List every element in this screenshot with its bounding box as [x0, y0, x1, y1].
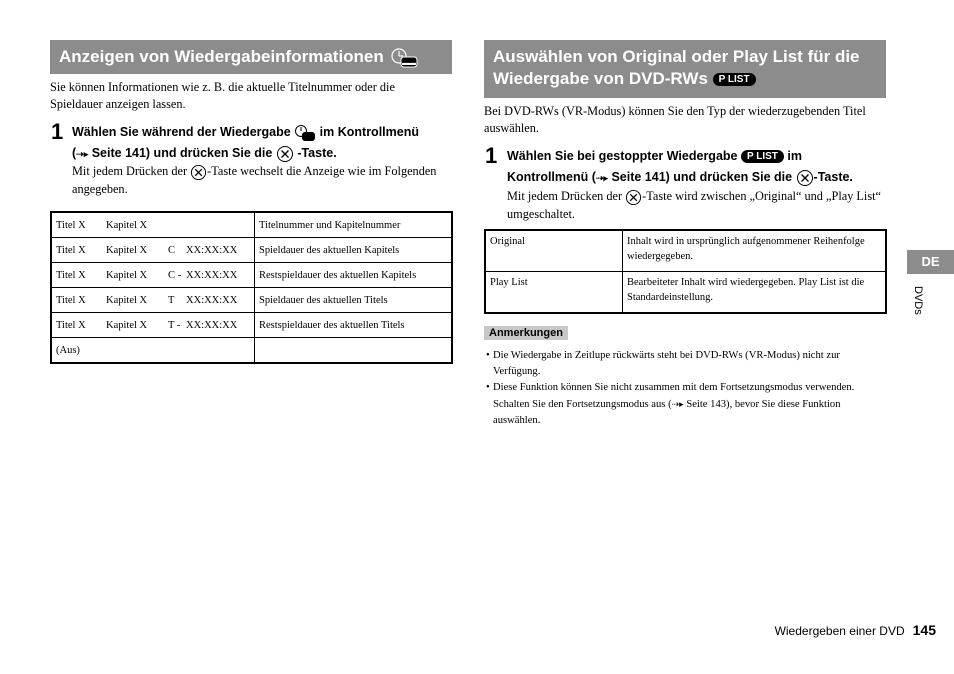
- step-text: Wählen Sie während der Wiedergabe: [72, 125, 291, 139]
- format-part: Kapitel X: [106, 244, 148, 256]
- table-row: [485, 230, 886, 272]
- note-item: • Diese Funktion können Sie nicht zusammen mit dem Fortsetzungsmodus verwenden. Schalten Sie den Fortsetzungsmodus aus (⇢▸ Seite 143), bevor Sie diese Funktion auswählen.: [486, 382, 855, 426]
- format-part: XX:XX:XX: [186, 319, 238, 331]
- table-row: [51, 263, 452, 288]
- cross-button-icon: [190, 164, 207, 181]
- description-cell: [255, 338, 453, 364]
- note-item: • Die Wiedergabe in Zeitlupe rückwärts steht bei DVD-RWs (VR-Modus) nicht zur Verfügung.: [484, 348, 886, 380]
- step-text: Seite 141) und drücken Sie die: [91, 146, 273, 160]
- format-part: T: [168, 294, 175, 306]
- note-text: Seite 143), bevor Sie diese Funktion auswählen.: [493, 399, 841, 426]
- section-tab: DVDs: [912, 286, 924, 315]
- display-format-cell: [51, 238, 255, 263]
- display-format-cell: [51, 313, 255, 338]
- plist-badge-icon: P LIST: [741, 150, 784, 163]
- page-number: 145: [912, 622, 936, 638]
- cross-button-icon: [276, 145, 294, 163]
- note-text: Diese Funktion können Sie nicht zusammen mit dem Fortsetzungsmodus verwenden. Schalten Sie den Fortsetzungsmodus aus (: [493, 382, 855, 410]
- format-part: Titel X: [56, 269, 86, 281]
- body-text: Mit jedem Drücken der: [72, 164, 188, 178]
- step-text: Wählen Sie bei gestoppter Wiedergabe: [507, 149, 738, 163]
- display-format-cell: [51, 288, 255, 313]
- description-cell: Titelnummer und Kapitelnummer: [255, 212, 453, 238]
- step-text: -Taste.: [297, 146, 337, 160]
- cross-button-icon: [796, 169, 814, 187]
- heading-text: Wiedergabe von DVD-RWs: [493, 69, 708, 88]
- plist-badge-icon: P LIST: [713, 73, 756, 86]
- description-cell: Bearbeiteter Inhalt wird wiedergegeben. Play List ist die Standardeinstellung.: [623, 272, 887, 314]
- format-part: Kapitel X: [106, 269, 148, 281]
- format-part: Titel X: [56, 294, 86, 306]
- step-text: Kontrollmenü (: [507, 170, 596, 184]
- format-part: Titel X: [56, 219, 86, 231]
- page-ref-arrow-icon: ⇢▸: [671, 399, 684, 409]
- page-ref-arrow-icon: ⇢▸: [76, 149, 89, 159]
- time-disc-icon: [294, 124, 316, 142]
- mode-name-cell: Play List: [485, 272, 623, 314]
- body-text: Mit jedem Drücken der: [507, 189, 623, 203]
- step-heading-right: [507, 146, 889, 189]
- step-number-left: 1: [51, 119, 64, 144]
- format-part: Kapitel X: [106, 319, 148, 331]
- table-row: [51, 238, 452, 263]
- heading-text: Auswählen von Original oder Play List für die: [493, 47, 860, 66]
- step-text: im: [787, 149, 802, 163]
- format-part: Kapitel X: [106, 219, 148, 231]
- step-text: im Kontrollmenü: [319, 125, 419, 139]
- format-part: XX:XX:XX: [186, 244, 238, 256]
- description-cell: Inhalt wird in ursprünglich aufgenommener Reihenfolge wiedergegeben.: [623, 230, 887, 272]
- table-row: [485, 272, 886, 314]
- step-text: Seite 141) und drücken Sie die: [611, 170, 793, 184]
- format-part: (Aus): [56, 344, 80, 356]
- description-cell: Restspieldauer des aktuellen Titels: [255, 313, 453, 338]
- format-part: T -: [168, 319, 181, 331]
- step-number-right: 1: [485, 143, 498, 168]
- step-heading-left: [72, 122, 452, 165]
- language-tab: DE: [907, 250, 954, 274]
- format-part: Kapitel X: [106, 294, 148, 306]
- table-row: [51, 313, 452, 338]
- display-format-cell: [51, 338, 255, 364]
- page-ref-arrow-icon: ⇢▸: [595, 173, 608, 183]
- section-heading-right: [484, 40, 886, 98]
- format-part: XX:XX:XX: [186, 269, 238, 281]
- display-format-cell: [51, 212, 255, 238]
- format-part: XX:XX:XX: [186, 294, 238, 306]
- step-text: (: [72, 146, 77, 160]
- display-format-cell: [51, 263, 255, 288]
- description-cell: Spieldauer des aktuellen Titels: [255, 288, 453, 313]
- format-part: Titel X: [56, 244, 86, 256]
- description-cell: Spieldauer des aktuellen Kapitels: [255, 238, 453, 263]
- body-text: -Taste wechselt die Anzeige wie im Folgenden angegeben.: [72, 164, 437, 196]
- intro-text-left: Sie können Informationen wie z. B. die aktuelle Titelnummer oder die Spieldauer anzeigen lassen.: [50, 80, 395, 111]
- format-part: C: [168, 244, 176, 256]
- table-row: [51, 212, 452, 238]
- footer-text: Wiedergeben einer DVD: [774, 624, 905, 638]
- cross-button-icon: [625, 189, 642, 206]
- heading-text: Anzeigen von Wiedergabeinformationen: [59, 47, 384, 66]
- note-text: Die Wiedergabe in Zeitlupe rückwärts steht bei DVD-RWs (VR-Modus) nicht zur Verfügung.: [493, 350, 840, 377]
- intro-text-right: Bei DVD-RWs (VR-Modus) können Sie den Typ der wiederzugebenden Titel auswählen.: [484, 104, 866, 135]
- mode-name-cell: Original: [485, 230, 623, 272]
- step-text: -Taste.: [813, 170, 853, 184]
- playback-type-table: [484, 229, 887, 314]
- display-info-table: [50, 211, 453, 364]
- description-cell: Restspieldauer des aktuellen Kapitels: [255, 263, 453, 288]
- step-body-right: [507, 188, 887, 223]
- table-row: [51, 288, 452, 313]
- table-row: [51, 338, 452, 364]
- body-text: -Taste wird zwischen „Original“ und „Play List“ umgeschaltet.: [507, 189, 882, 221]
- format-part: Titel X: [56, 319, 86, 331]
- format-part: C -: [168, 269, 182, 281]
- notes-label: Anmerkungen: [484, 326, 568, 340]
- section-heading-left: [50, 40, 452, 74]
- page-footer: [775, 622, 936, 638]
- time-disc-icon: [389, 47, 419, 69]
- svg-text:▬▬: ▬▬: [401, 59, 416, 67]
- step-body-left: [72, 163, 452, 198]
